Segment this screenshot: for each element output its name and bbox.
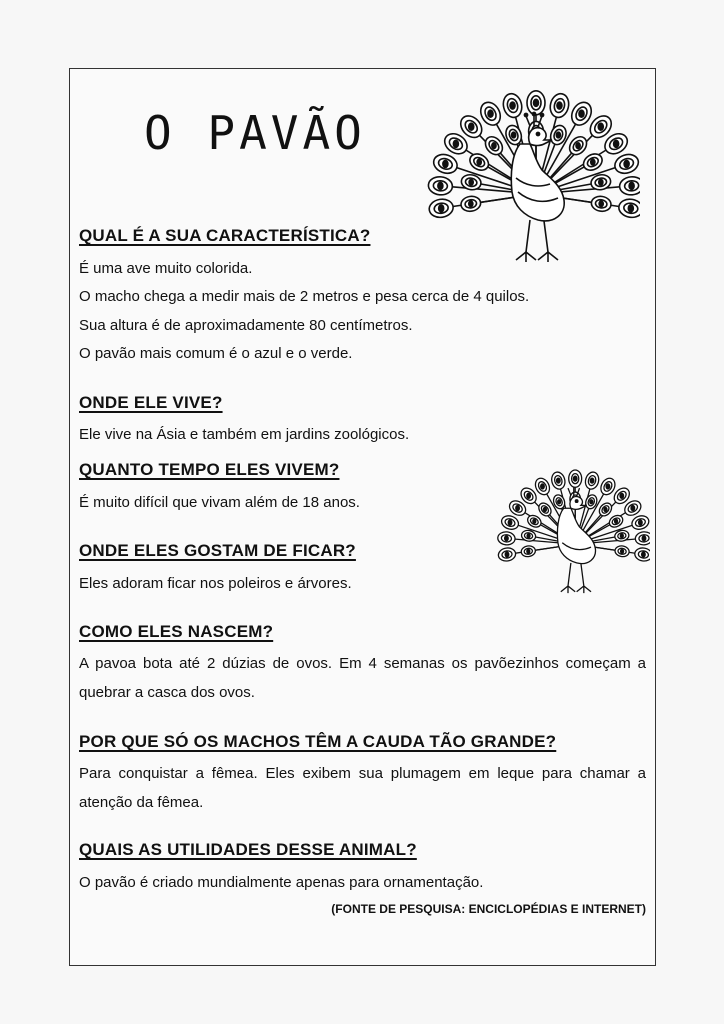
body-line: É uma ave muito colorida. (79, 260, 253, 277)
body-line: O macho chega a medir mais de 2 metros e pesa cerca de 4 quilos. (79, 288, 530, 305)
body-line: Eles adoram ficar nos poleiros e árvores. (79, 575, 352, 592)
body-line: Ele vive na Ásia e também em jardins zoológicos. (79, 426, 410, 443)
body-paragraph: A pavoa bota até 2 dúzias de ovos. Em 4 semanas os pavõezinhos começam a quebrar a casca dos ovos. (79, 655, 646, 701)
peacock-illustration (412, 74, 640, 280)
body-line: O pavão é criado mundialmente apenas para ornamentação. (79, 874, 484, 891)
peacock-illustration (486, 454, 650, 610)
section-heading-birth: COMO ELES NASCEM? (79, 622, 274, 641)
section-heading-characteristics: QUAL É A SUA CARACTERÍSTICA? (79, 226, 371, 245)
source-citation: (FONTE DE PESQUISA: ENCICLOPÉDIAS E INTERNET) (331, 902, 646, 916)
section-heading-tail: POR QUE SÓ OS MACHOS TÊM A CAUDA TÃO GRANDE? (79, 732, 557, 751)
body-line: Sua altura é de aproximadamente 80 centímetros. (79, 317, 413, 334)
body-line: É muito difícil que vivam além de 18 anos. (79, 494, 360, 511)
section-heading-habitat: ONDE ELE VIVE? (79, 393, 223, 412)
body-line: O pavão mais comum é o azul e o verde. (79, 345, 353, 362)
section-heading-lifespan: QUANTO TEMPO ELES VIVEM? (79, 460, 340, 479)
page-title: O PAVÃO (144, 106, 366, 160)
section-heading-favorite-places: ONDE ELES GOSTAM DE FICAR? (79, 541, 356, 560)
body-paragraph: Para conquistar a fêmea. Eles exibem sua plumagem em leque para chamar a atenção da fêmea. (79, 765, 646, 811)
section-heading-uses: QUAIS AS UTILIDADES DESSE ANIMAL? (79, 840, 417, 859)
